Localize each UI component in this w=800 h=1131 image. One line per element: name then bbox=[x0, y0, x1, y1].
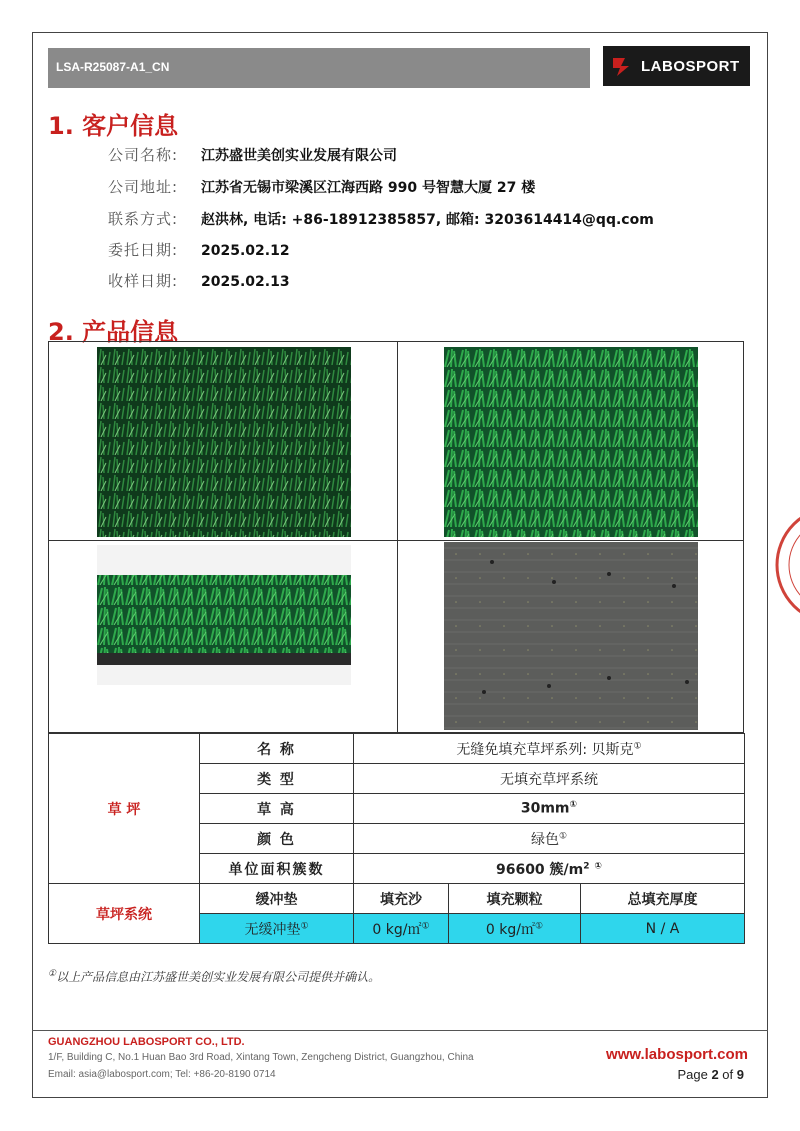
system-value-text: N / A bbox=[645, 920, 680, 937]
footnote-mark: ① bbox=[421, 920, 430, 931]
footnote-text: 以上产品信息由江苏盛世美创实业发展有限公司提供并确认。 bbox=[56, 970, 381, 984]
spec-value-text: 96600 簇/m bbox=[495, 861, 584, 878]
footnote-mark: ① bbox=[633, 740, 642, 751]
page-total: 9 bbox=[736, 1067, 744, 1082]
product-spec-table bbox=[48, 733, 745, 944]
category-turf: 草 坪 bbox=[49, 734, 200, 884]
info-row-contact bbox=[108, 208, 654, 229]
spec-key: 草 高 bbox=[200, 794, 354, 824]
section-title-customer: 1. 客户信息 bbox=[48, 112, 179, 140]
info-row-commission-date bbox=[108, 239, 290, 260]
info-label: 公司名称: bbox=[108, 146, 179, 164]
unit-superscript: 2 bbox=[583, 860, 590, 871]
turf-photo-top-view bbox=[97, 347, 351, 537]
footer-contact: Email: asia@labosport.com; Tel: +86-20-8190 0714 bbox=[48, 1069, 276, 1080]
logo-text: LABOSPORT bbox=[641, 57, 740, 75]
page-number bbox=[677, 1067, 744, 1082]
spec-value-text: 无填充草坪系统 bbox=[500, 771, 598, 788]
category-turf-system: 草坪系统 bbox=[49, 884, 200, 944]
grid-divider bbox=[397, 342, 398, 732]
footer-company: GUANGZHOU LABOSPORT CO., LTD. bbox=[48, 1036, 245, 1048]
spec-value bbox=[354, 854, 745, 884]
spec-value bbox=[354, 794, 745, 824]
turf-photo-closeup bbox=[444, 347, 698, 537]
footnote bbox=[48, 968, 380, 985]
spec-value bbox=[354, 734, 745, 764]
info-value: 2025.02.13 bbox=[201, 274, 290, 290]
info-value: 江苏盛世美创实业发展有限公司 bbox=[201, 148, 397, 164]
labosport-logo-icon bbox=[611, 54, 635, 78]
info-label: 联系方式: bbox=[108, 210, 179, 228]
info-label: 收样日期: bbox=[108, 272, 179, 290]
spec-value-text: 无缝免填充草坪系列: 贝斯克 bbox=[456, 741, 634, 758]
system-header: 填充颗粒 bbox=[449, 884, 581, 914]
info-label: 委托日期: bbox=[108, 241, 179, 259]
spec-key: 类 型 bbox=[200, 764, 354, 794]
footnote-mark: ① bbox=[558, 830, 568, 841]
company-seal bbox=[770, 500, 800, 630]
system-header: 填充沙 bbox=[354, 884, 449, 914]
system-value-text: 0 kg/㎡ bbox=[372, 921, 422, 938]
footer-website: www.labosport.com bbox=[606, 1046, 748, 1063]
spec-value bbox=[354, 824, 745, 854]
table-row bbox=[49, 884, 745, 914]
report-id: LSA-R25087-A1_CN bbox=[56, 60, 170, 74]
info-row-company bbox=[108, 144, 397, 165]
system-value-text: 0 kg/㎡ bbox=[485, 921, 535, 938]
system-value-text: 无缓冲垫 bbox=[244, 921, 301, 938]
product-photo-grid bbox=[48, 341, 744, 733]
footnote-mark: ① bbox=[535, 920, 544, 931]
spec-key: 名 称 bbox=[200, 734, 354, 764]
footnote-mark: ① bbox=[569, 800, 578, 811]
footnote-mark: ① bbox=[594, 860, 603, 871]
info-value: 2025.02.12 bbox=[201, 243, 290, 259]
system-header: 总填充厚度 bbox=[581, 884, 745, 914]
footnote-mark: ① bbox=[300, 920, 309, 931]
system-value bbox=[449, 914, 581, 944]
page-prefix: Page bbox=[677, 1067, 712, 1082]
grid-divider bbox=[49, 540, 743, 541]
info-value: 江苏省无锡市梁溪区江海西路 990 号智慧大厦 27 楼 bbox=[201, 180, 536, 196]
turf-photo-backing bbox=[444, 542, 698, 730]
system-value bbox=[354, 914, 449, 944]
system-value bbox=[581, 914, 745, 944]
footer-address: 1/F, Building C, No.1 Huan Bao 3rd Road, Xintang Town, Zengcheng District, Guangzhou, China bbox=[48, 1052, 474, 1063]
page-current: 2 bbox=[711, 1067, 719, 1082]
footer-divider bbox=[32, 1030, 768, 1031]
system-value bbox=[200, 914, 354, 944]
spec-value-text: 30mm bbox=[520, 800, 570, 817]
footnote-mark: ① bbox=[48, 969, 57, 979]
spec-value bbox=[354, 764, 745, 794]
info-row-address bbox=[108, 176, 535, 197]
spec-key: 单位面积簇数 bbox=[200, 854, 354, 884]
labosport-logo bbox=[603, 46, 750, 86]
info-label: 公司地址: bbox=[108, 178, 179, 196]
info-value: 赵洪林, 电话: +86-18912385857, 邮箱: 3203614414@qq.com bbox=[201, 212, 654, 228]
page-of: of bbox=[718, 1067, 737, 1082]
info-row-receipt-date bbox=[108, 270, 290, 291]
spec-value-text: 绿色 bbox=[530, 831, 559, 848]
spec-key: 颜 色 bbox=[200, 824, 354, 854]
table-row bbox=[49, 734, 745, 764]
system-header: 缓冲垫 bbox=[200, 884, 354, 914]
turf-photo-side-view bbox=[97, 545, 351, 685]
section-title-product: 2. 产品信息 bbox=[48, 318, 179, 346]
